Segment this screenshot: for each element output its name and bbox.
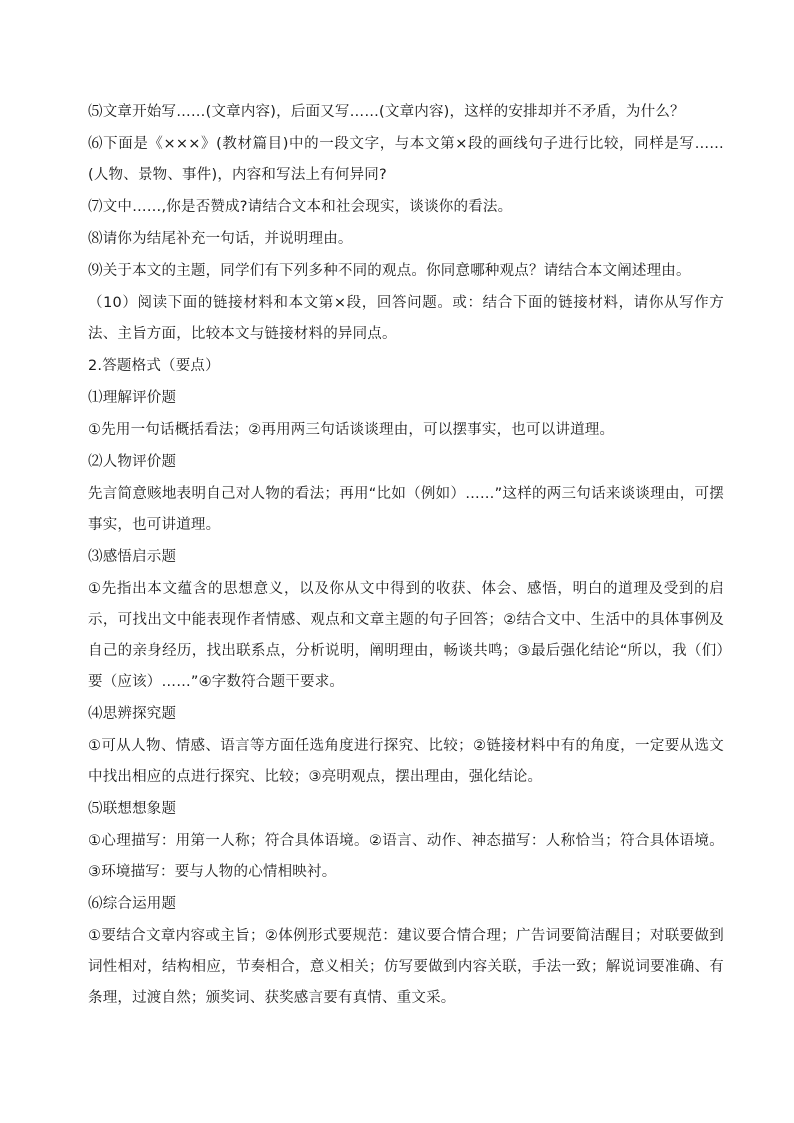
question-10: （10）阅读下面的链接材料和本文第×段，回答问题。或：结合下面的链接材料，请你从写作方法、主旨方面，比较本文与链接材料的异同点。	[88, 295, 724, 342]
answer-application: ①要结合文章内容或主旨；②体例形式要规范：建议要合情合理；广告词要简洁醒目；对联要做到词性相对，结构相应，节奏相合，意义相关；仿写要做到内容关联，手法一致；解说词要准确、有条理，过渡自然；颁奖词、获奖感言要有真情、重文采。	[88, 928, 724, 1006]
section-heading: 2.答题格式（要点）	[88, 358, 220, 374]
subheading-character: ⑵人物评价题	[88, 454, 177, 470]
question-7: ⑺文中……,你是否赞成?请结合文本和社会现实，谈谈你的看法。	[88, 199, 513, 215]
subheading-inquiry: ⑷思辨探究题	[88, 706, 177, 722]
subheading-understanding: ⑴理解评价题	[88, 390, 177, 406]
subheading-application: ⑹综合运用题	[88, 896, 177, 912]
document-body	[88, 97, 724, 1015]
question-5: ⑸文章开始写……(文章内容)，后面又写……(文章内容)，这样的安排却并不矛盾，为什么？	[88, 104, 685, 120]
answer-insight: ①先指出本文蕴含的思想意义，以及你从文中得到的收获、体会、感悟，明白的道理及受到的启示，可找出文中能表现作者情感、观点和文章主题的句子回答；②结合文中、生活中的具体事例及自己的亲身经历，找出联系点，分析说明，阐明理由，畅谈共鸣；③最后强化结论“所以，我（们）要（应该）……”④字数符合题干要求。	[88, 581, 724, 690]
answer-inquiry: ①可从人物、情感、语言等方面任选角度进行探究、比较；②链接材料中有的角度，一定要从选文中找出相应的点进行探究、比较；③亮明观点，摆出理由，强化结论。	[88, 738, 724, 785]
question-9: ⑼关于本文的主题，同学们有下列多种不同的观点。你同意哪种观点？请结合本文阐述理由。	[88, 263, 691, 279]
subheading-insight: ⑶感悟启示题	[88, 549, 177, 565]
answer-understanding: ①先用一句话概括看法；②再用两三句话谈谈理由，可以摆事实，也可以讲道理。	[88, 422, 615, 438]
subheading-imagination: ⑸联想想象题	[88, 801, 177, 817]
answer-character: 先言简意赅地表明自己对人物的看法；再用“比如（例如）……”这样的两三句话来谈谈理由，可摆事实，也可讲道理。	[88, 486, 724, 533]
answer-imagination: ①心理描写：用第一人称；符合具体语境。②语言、动作、神态描写：人称恰当；符合具体语境。③环境描写：要与人物的心情相映衬。	[88, 833, 724, 880]
question-6: ⑹下面是《×××》(教材篇目)中的一段文字，与本文第×段的画线句子进行比较，同样是写……(人物、景物、事件)，内容和写法上有何异同?	[88, 136, 724, 183]
question-8: ⑻请你为结尾补充一句话，并说明理由。	[88, 231, 353, 247]
